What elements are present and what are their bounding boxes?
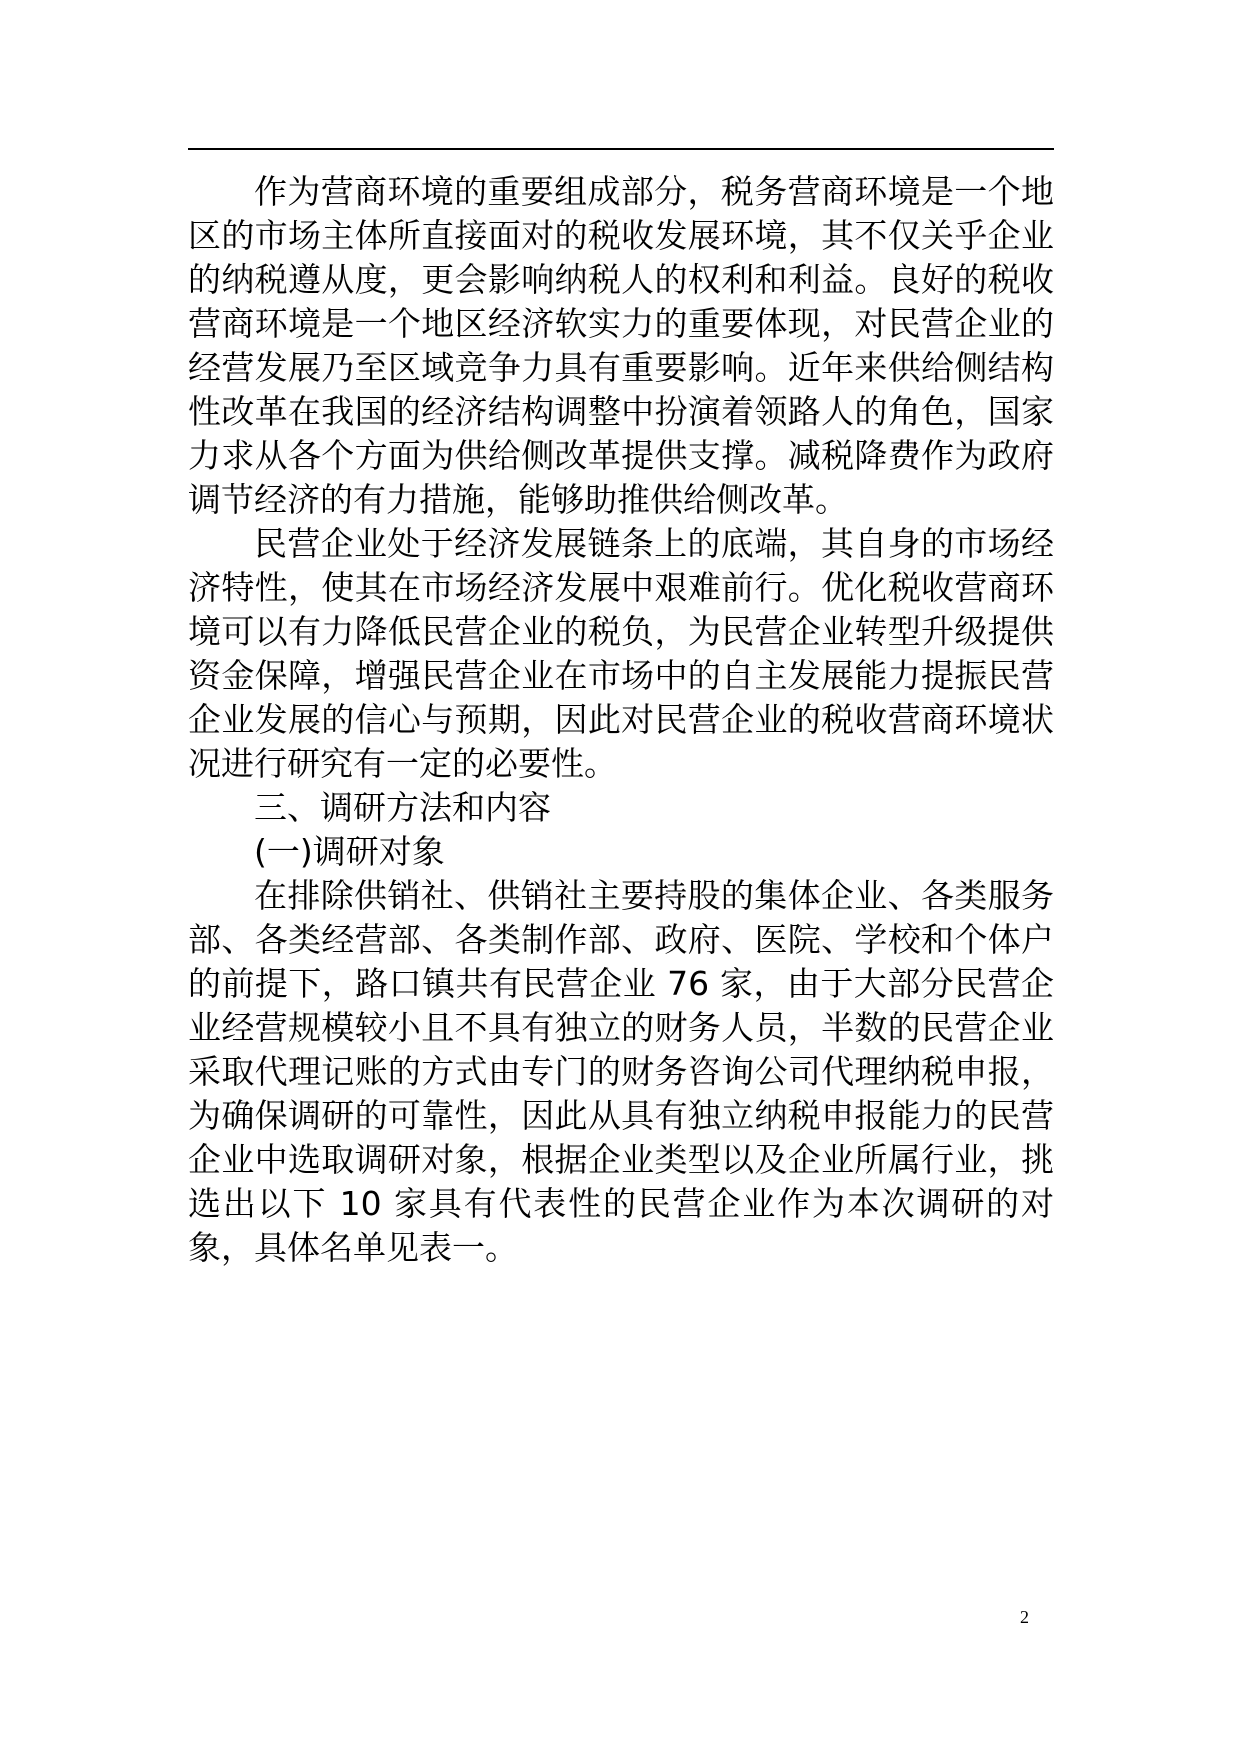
document-body — [188, 170, 1054, 1270]
body-paragraph: 民营企业处于经济发展链条上的底端，其自身的市场经济特性，使其在市场经济发展中艰难前行。优化税收营商环境可以有力降低民营企业的税负，为民营企业转型升级提供资金保障，增强民营企业在市场中的自主发展能力提振民营企业发展的信心与预期，因此对民营企业的税收营商环境状况进行研究有一定的必要性。 — [188, 524, 1054, 783]
section-heading: 三、调研方法和内容 — [254, 788, 551, 827]
body-paragraph: 作为营商环境的重要组成部分，税务营商环境是一个地区的市场主体所直接面对的税收发展环境，其不仅关乎企业的纳税遵从度，更会影响纳税人的权利和利益。良好的税收营商环境是一个地区经济软实力的重要体现，对民营企业的经营发展乃至区域竞争力具有重要影响。近年来供给侧结构性改革在我国的经济结构调整中扮演着领路人的角色，国家力求从各个方面为供给侧改革提供支撑。减税降费作为政府调节经济的有力措施，能够助推供给侧改革。 — [188, 172, 1054, 519]
page-number: 2 — [1020, 1607, 1029, 1627]
subsection-heading: (一)调研对象 — [254, 832, 445, 871]
header-rule — [188, 148, 1054, 150]
body-paragraph: 在排除供销社、供销社主要持股的集体企业、各类服务部、各类经营部、各类制作部、政府、医院、学校和个体户的前提下，路口镇共有民营企业 76 家，由于大部分民营企业经营规模较小且不具有独立的财务人员，半数的民营企业采取代理记账的方式由专门的财务咨询公司代理纳税申报，为确保调研的可靠性，因此从具有独立纳税申报能力的民营企业中选取调研对象，根据企业类型以及企业所属行业，挑选出以下 10 家具有代表性的民营企业作为本次调研的对象，具体名单见表一。 — [188, 876, 1054, 1267]
